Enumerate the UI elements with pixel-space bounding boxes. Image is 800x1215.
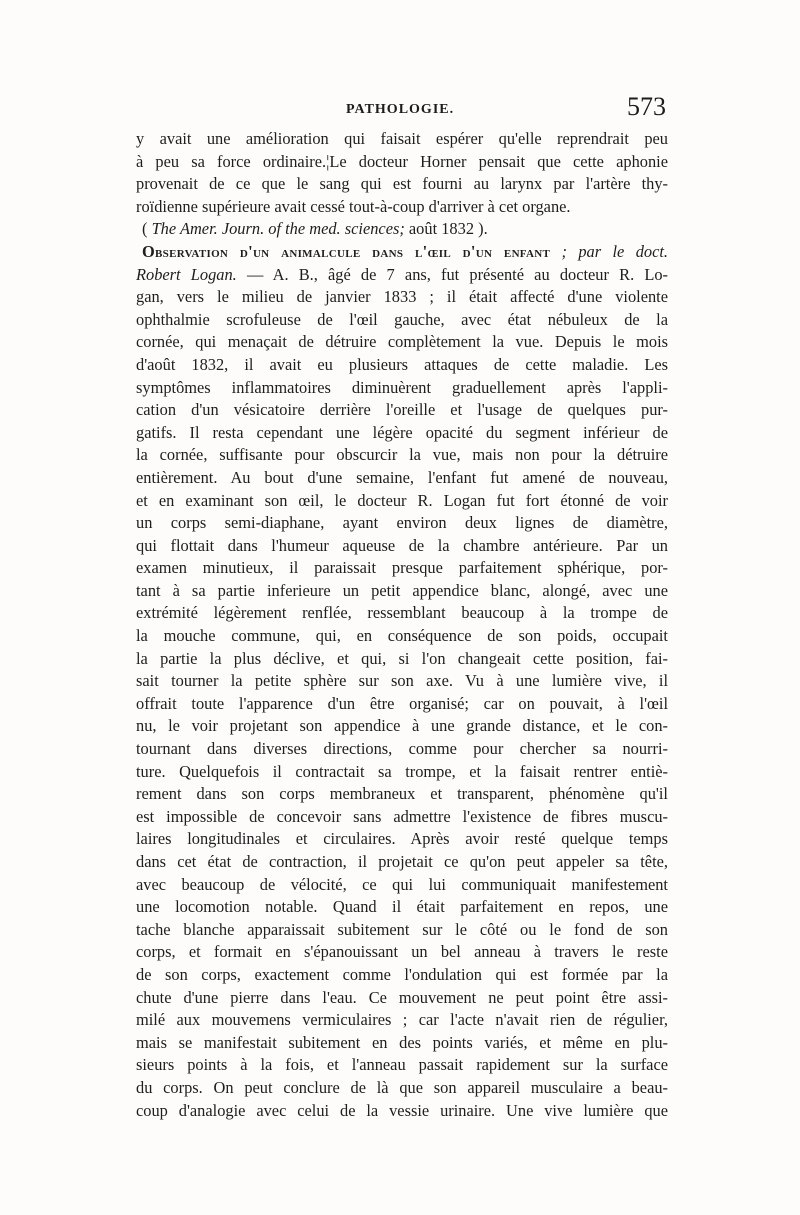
text-line: symptômes inflammatoires diminuèrent graduellement après l'appli- (136, 377, 668, 397)
text-line: de son corps, exactement comme l'ondulation qui est formée par la (136, 964, 668, 984)
text-line: y avait une amélioration qui faisait espérer qu'elle reprendrait peu (136, 129, 668, 148)
text-line: extrémité légèrement renflée, ressemblant beaucoup à la trompe de (136, 603, 668, 623)
text-line: milé aux mouvemens vermiculaires ; car l'acte n'avait rien de régulier, (136, 1010, 668, 1030)
text-line: d'août 1832, il avait eu plusieurs attaques de cette maladie. Les (136, 354, 668, 374)
text-line: du corps. On peut conclure de là que son appareil musculaire a beau- (136, 1077, 668, 1097)
text-line: mais se manifestait subitement en des points variés, et même en plu- (136, 1032, 668, 1052)
author-line-rest: — A. B., âgé de 7 ans, fut présenté au docteur R. Lo- (236, 264, 668, 284)
text-line: et en examinant son œil, le docteur R. Logan fut fort étonné de voir (136, 490, 668, 510)
text-line: gan, vers le milieu de janvier 1833 ; il était affecté d'une violente (136, 287, 668, 307)
text-line: chute d'une pierre dans l'eau. Ce mouvement ne peut point être assi- (136, 987, 668, 1007)
text-line: est impossible de concevoir sans admettre l'existence de fibres muscu- (136, 806, 668, 826)
text-line: la cornée, suffisante pour obscurcir la vue, mais non pour la détruire (136, 445, 668, 465)
text-line: roïdienne supérieure avait cessé tout-à-coup d'arriver à cet organe. (136, 196, 571, 216)
citation-journal: The Amer. Journ. of the med. sciences; (151, 219, 405, 239)
text-line: tache blanche apparaissait subitement sur le côté ou le fond de son (136, 919, 668, 939)
section-heading-attribution: ; par le doct. (550, 241, 668, 261)
citation-date: août 1832 ). (404, 219, 488, 239)
text-line: corps, et formait en s'épanouissant un bel anneau à travers le reste (136, 942, 668, 962)
text-line: offrait toute l'apparence d'un être organisé; car on pouvait, à l'œil (136, 693, 668, 713)
text-line: rement dans son corps membraneux et transparent, phénomène qu'il (136, 784, 668, 804)
text-line: ophthalmie scrofuleuse de l'œil gauche, avec état nébuleux de la (136, 309, 668, 329)
text-line: cornée, qui menaçait de détruire complètement la vue. Depuis le mois (136, 332, 668, 352)
text-line: tant à sa partie inferieure un petit appendice blanc, alongé, avec une (136, 580, 668, 600)
text-line: la mouche commune, qui, en conséquence de son poids, occupait (136, 626, 668, 646)
text-line: dans cet état de contraction, il projetait ce qu'on peut appeler sa tête, (136, 852, 668, 871)
text-line: tournant dans diverses directions, comme pour chercher sa nourri- (136, 739, 668, 759)
running-head: PATHOLOGIE. (346, 102, 455, 117)
citation-open: ( (142, 219, 152, 239)
citation-line (136, 218, 668, 241)
page-number: 573 (627, 92, 666, 121)
text-line: laires longitudinales et circulaires. Après avoir resté quelque temps (136, 829, 668, 849)
text-line: une locomotion notable. Quand il était parfaitement en repos, une (136, 897, 668, 917)
author-line (136, 264, 668, 287)
text-line: sait tourner la petite sphère sur son axe. Vu à une lumière vive, il (136, 671, 668, 691)
text-line: à peu sa force ordinaire.¦Le docteur Horner pensait que cette aphonie (136, 151, 668, 171)
text-line: un corps semi-diaphane, ayant environ deux lignes de diamètre, (136, 513, 668, 533)
author-name: Robert Logan. (136, 264, 237, 284)
text-line: avec beaucoup de vélocité, ce qui lui communiquait manifestement (136, 874, 668, 894)
section-heading-line (136, 241, 668, 264)
text-line: cation d'un vésicatoire derrière l'oreille et l'usage de quelques pur- (136, 400, 668, 420)
body-text (136, 128, 668, 1122)
text-line: sieurs points à la fois, et l'anneau passait rapidement sur la surface (136, 1055, 668, 1075)
text-line: gatifs. Il resta cependant une légère opacité du segment inférieur de (136, 422, 668, 442)
text-line: coup d'analogie avec celui de la vessie urinaire. Une vive lumière que (136, 1100, 668, 1120)
text-line: examen minutieux, il paraissait presque parfaitement sphérique, por- (136, 558, 668, 578)
text-line: provenait de ce que le sang qui est fourni au larynx par l'artère thy- (136, 174, 668, 194)
text-line: entièrement. Au bout d'une semaine, l'enfant fut amené de nouveau, (136, 467, 668, 487)
text-line: ture. Quelquefois il contractait sa trompe, et la faisait rentrer entiè- (136, 761, 668, 781)
text-line: la partie la plus déclive, et qui, si l'on changeait cette position, fai- (136, 648, 668, 668)
section-heading: Observation d'un animalcule dans l'œil d'un enfant (142, 241, 551, 261)
text-line: nu, le voir projetant son appendice à une grande distance, et le con- (136, 716, 668, 736)
text-line: qui flottait dans l'humeur aqueuse de la chambre antérieure. Par un (136, 535, 668, 555)
